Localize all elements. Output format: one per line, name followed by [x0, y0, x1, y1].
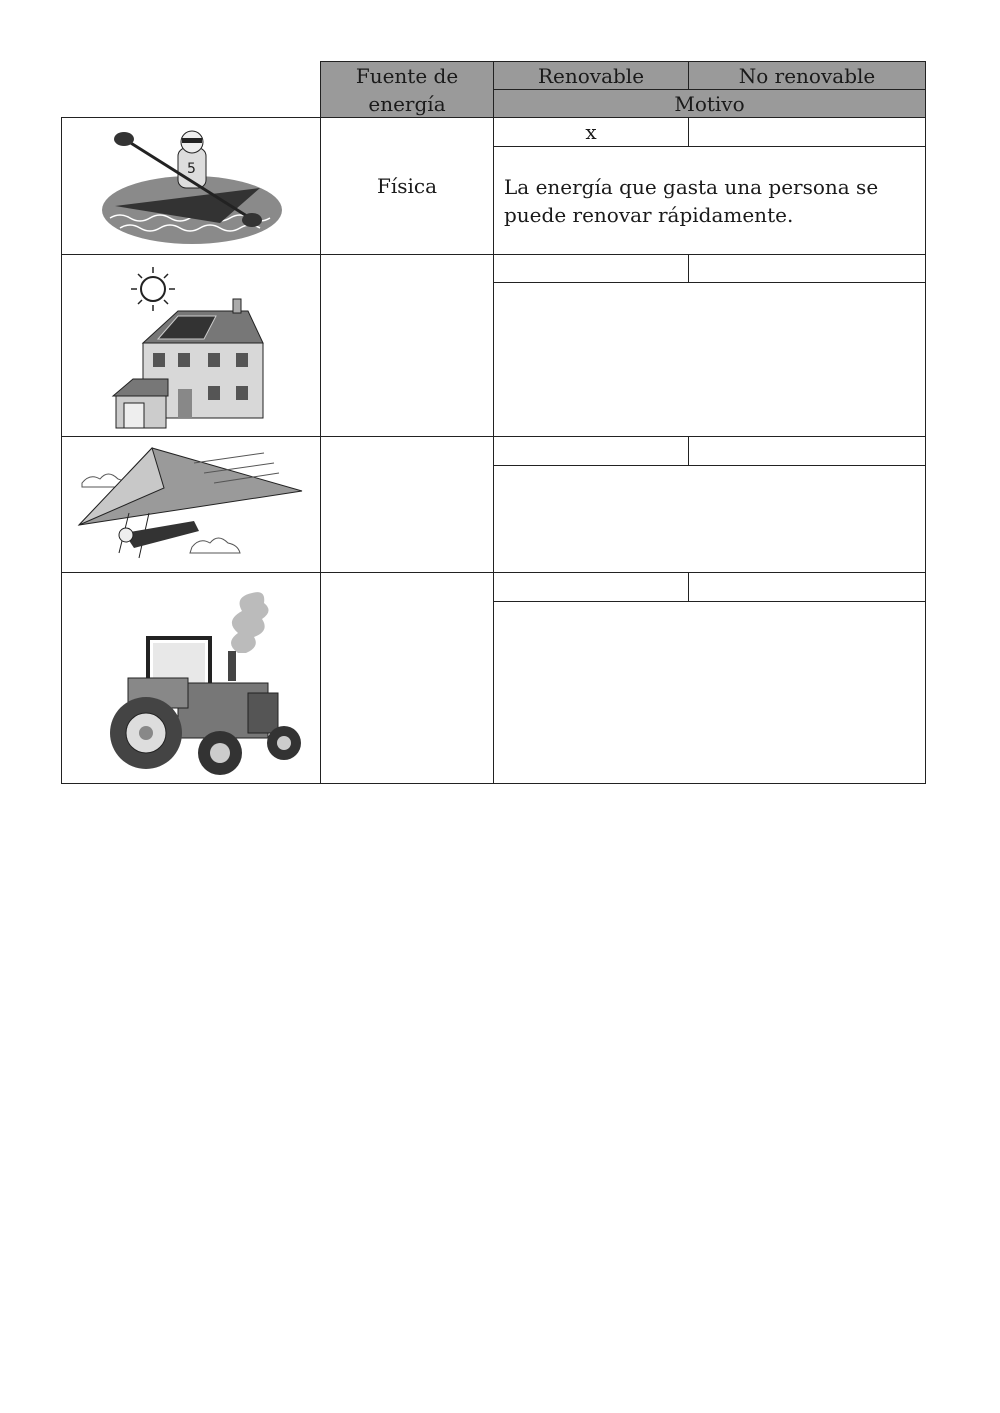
image-cell-4	[61, 572, 321, 784]
header-source-label: Fuente de energía	[355, 63, 459, 116]
header-reason-label: Motivo	[674, 91, 745, 116]
image-cell-2	[61, 254, 321, 437]
image-cell-1	[61, 117, 321, 255]
source-cell-3[interactable]	[320, 436, 494, 573]
renewable-cell-3[interactable]	[493, 436, 689, 466]
renewable-mark-1: x	[585, 120, 597, 144]
kayaker-icon	[100, 128, 285, 246]
reason-cell-1[interactable]	[493, 146, 926, 255]
source-cell-2[interactable]	[320, 254, 494, 437]
header-non-renewable-label: No renovable	[738, 63, 876, 88]
reason-cell-3[interactable]	[493, 465, 926, 573]
reason-cell-2[interactable]	[493, 282, 926, 437]
header-renewable-label: Renovable	[537, 63, 645, 88]
source-cell-4[interactable]	[320, 572, 494, 784]
solar-house-icon	[108, 261, 283, 431]
tractor-icon	[98, 583, 303, 783]
source-cell-1[interactable]	[320, 117, 494, 255]
renewable-cell-4[interactable]	[493, 572, 689, 602]
header-non-renewable	[688, 61, 926, 90]
non-renewable-cell-3[interactable]	[688, 436, 926, 466]
reason-text-3	[494, 466, 925, 492]
reason-text-4	[494, 602, 925, 628]
renewable-cell-1[interactable]	[493, 117, 689, 147]
hang-glider-icon	[74, 443, 309, 568]
non-renewable-cell-4[interactable]	[688, 572, 926, 602]
header-renewable	[493, 61, 689, 90]
header-source	[320, 61, 494, 118]
non-renewable-cell-2[interactable]	[688, 254, 926, 283]
reason-text-2	[494, 283, 925, 309]
reason-text-1: La energía que gasta una persona se puede renovar rápidamente.	[504, 175, 879, 227]
header-reason	[493, 89, 926, 118]
non-renewable-cell-1[interactable]	[688, 117, 926, 147]
source-text-1: Física	[376, 174, 438, 198]
reason-cell-4[interactable]	[493, 601, 926, 784]
renewable-cell-2[interactable]	[493, 254, 689, 283]
svg-text:5: 5	[187, 161, 196, 177]
image-cell-3	[61, 436, 321, 573]
